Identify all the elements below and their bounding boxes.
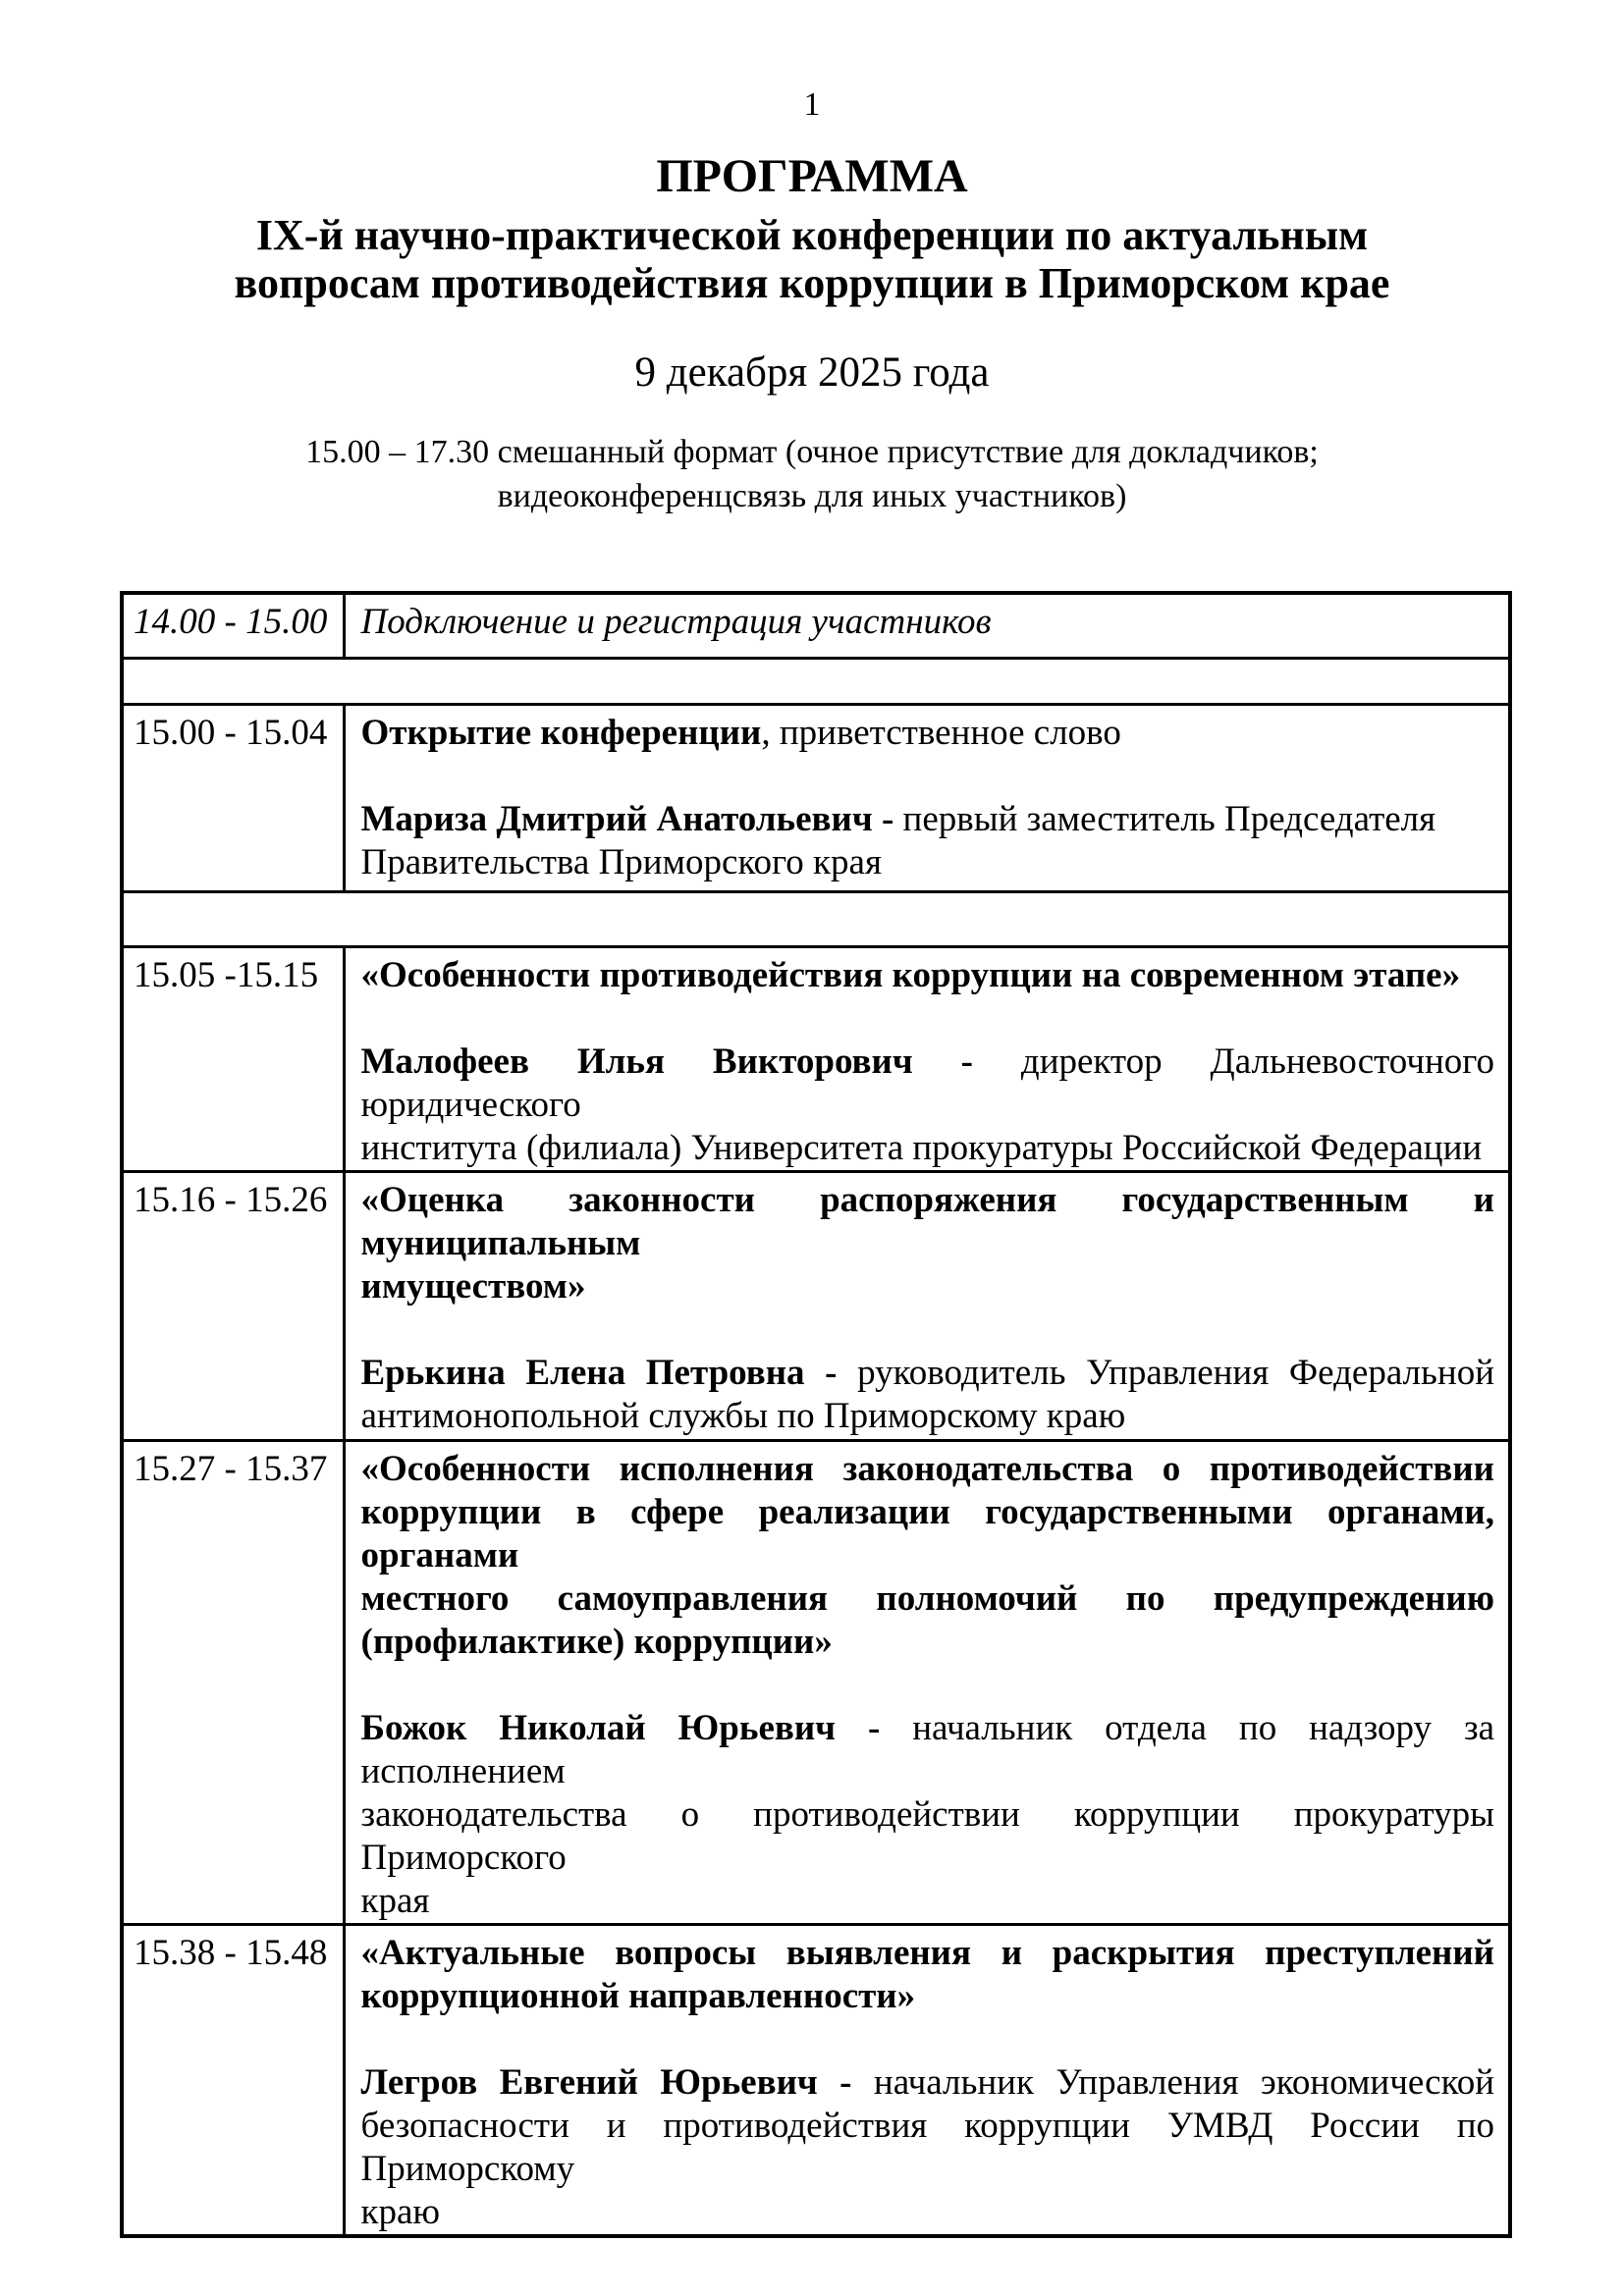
document-subtitle-line: IX-й научно-практической конференции по актуальным (255, 211, 1369, 259)
description-paragraph (361, 954, 1495, 997)
text-run: Ерькина Елена Петровна - (360, 1352, 858, 1393)
schedule-row (122, 593, 1510, 658)
schedule-table (120, 591, 1512, 2238)
session-time: 15.16 - 15.26 (122, 1171, 344, 1440)
description-paragraph (361, 1448, 1495, 1664)
text-run: Открытие конференции (360, 712, 762, 753)
document-subtitle-line: вопросам противодействия коррупции в Приморском крае (234, 259, 1390, 307)
text-run: института (филиала) Университета прокуратуры Российской Федерации (360, 1127, 1483, 1168)
text-run: Малофеев Илья Викторович - (360, 1041, 1021, 1082)
text-run: безопасности и противодействия коррупции УМВД России по Приморскому (360, 2105, 1494, 2189)
text-line (361, 1041, 1495, 1127)
session-description (344, 1924, 1510, 2236)
text-line (361, 1352, 1495, 1395)
description-paragraph (361, 601, 1495, 644)
document-title: ПРОГРАММА (656, 150, 968, 202)
text-run: «Особенности исполнения законодательства о противодействии (360, 1448, 1494, 1489)
text-run: края (360, 1880, 430, 1921)
conference-format (0, 430, 1624, 518)
text-line (361, 1127, 1495, 1170)
text-run: начальник Управления экономической (873, 2061, 1494, 2103)
conference-date: 9 декабря 2025 года (634, 349, 990, 396)
text-line (361, 1793, 1495, 1880)
text-line (361, 1932, 1495, 1975)
text-line (361, 1491, 1495, 1577)
spacer-cell (122, 658, 1510, 704)
text-line (361, 2191, 1495, 2234)
text-run: , приветственное слово (761, 712, 1121, 753)
text-run: первый заместитель Председателя (902, 798, 1436, 839)
text-run: начальник отдела по надзору за исполнением (360, 1707, 1494, 1791)
text-line (361, 1621, 1495, 1664)
text-run: коррупции в сфере реализации государственными органами, органами (360, 1491, 1494, 1575)
text-run: Легров Евгений Юрьевич - (360, 2061, 874, 2103)
description-paragraph (361, 1179, 1495, 1308)
text-line (361, 841, 1495, 884)
text-run: «Особенности противодействия коррупции на современном этапе» (360, 954, 1461, 995)
text-run: коррупционной направленности» (360, 1975, 916, 2016)
text-run: Правительства Приморского края (360, 841, 882, 882)
text-run: директор Дальневосточного юридического (360, 1041, 1495, 1125)
schedule-row (122, 704, 1510, 891)
session-description (344, 946, 1510, 1171)
text-line (361, 1448, 1495, 1491)
text-run: местного самоуправления полномочий по предупреждению (360, 1577, 1494, 1619)
text-run: руководитель Управления Федеральной (857, 1352, 1495, 1393)
text-line (361, 954, 1495, 997)
schedule-row (122, 1440, 1510, 1924)
schedule-row (122, 946, 1510, 1171)
session-description (344, 1440, 1510, 1924)
text-run: законодательства о противодействии коррупции прокуратуры Приморского (360, 1793, 1494, 1878)
description-paragraph (361, 1041, 1495, 1170)
text-line (361, 712, 1495, 755)
description-paragraph (361, 1707, 1495, 1923)
text-run: антимонопольной службы по Приморскому краю (360, 1395, 1126, 1436)
text-line (361, 1707, 1495, 1793)
session-time: 15.00 - 15.04 (122, 704, 344, 891)
spacer-row (122, 891, 1510, 946)
text-line (361, 1880, 1495, 1923)
text-run: имуществом» (360, 1265, 586, 1307)
description-paragraph (361, 712, 1495, 755)
session-time: 15.27 - 15.37 (122, 1440, 344, 1924)
session-description (344, 704, 1510, 891)
text-run: «Актуальные вопросы выявления и раскрытия преступлений (360, 1932, 1494, 1973)
text-line (361, 1179, 1495, 1265)
text-run: «Оценка законности распоряжения государственным и муниципальным (360, 1179, 1494, 1263)
description-paragraph (361, 1932, 1495, 2018)
session-time: 15.38 - 15.48 (122, 1924, 344, 2236)
text-line (361, 1975, 1495, 2018)
page-number: 1 (803, 86, 821, 123)
text-run: Подключение и регистрация участников (360, 602, 992, 642)
description-paragraph (361, 2061, 1495, 2234)
text-line (361, 1395, 1495, 1438)
text-line (361, 601, 1495, 644)
session-description (344, 1171, 1510, 1440)
text-line (361, 798, 1495, 841)
schedule-row (122, 1924, 1510, 2236)
description-paragraph (361, 1352, 1495, 1438)
session-description (344, 593, 1510, 658)
conference-format-line: 15.00 – 17.30 смешанный формат (очное присутствие для докладчиков; (305, 434, 1319, 470)
text-line (361, 1265, 1495, 1308)
text-run: краю (360, 2191, 441, 2232)
text-run: Мариза Дмитрий Анатольевич - (360, 798, 903, 839)
text-run: (профилактике) коррупции» (360, 1621, 833, 1662)
session-time: 15.05 -15.15 (122, 946, 344, 1171)
schedule-row (122, 1171, 1510, 1440)
conference-format-line: видеоконференцсвязь для иных участников) (497, 478, 1127, 514)
spacer-row (122, 658, 1510, 704)
description-paragraph (361, 798, 1495, 884)
session-time: 14.00 - 15.00 (122, 593, 344, 658)
spacer-cell (122, 891, 1510, 946)
document-subtitle (0, 211, 1624, 307)
text-run: Божок Николай Юрьевич - (360, 1707, 913, 1748)
text-line (361, 1577, 1495, 1621)
text-line (361, 2061, 1495, 2105)
text-line (361, 2105, 1495, 2191)
